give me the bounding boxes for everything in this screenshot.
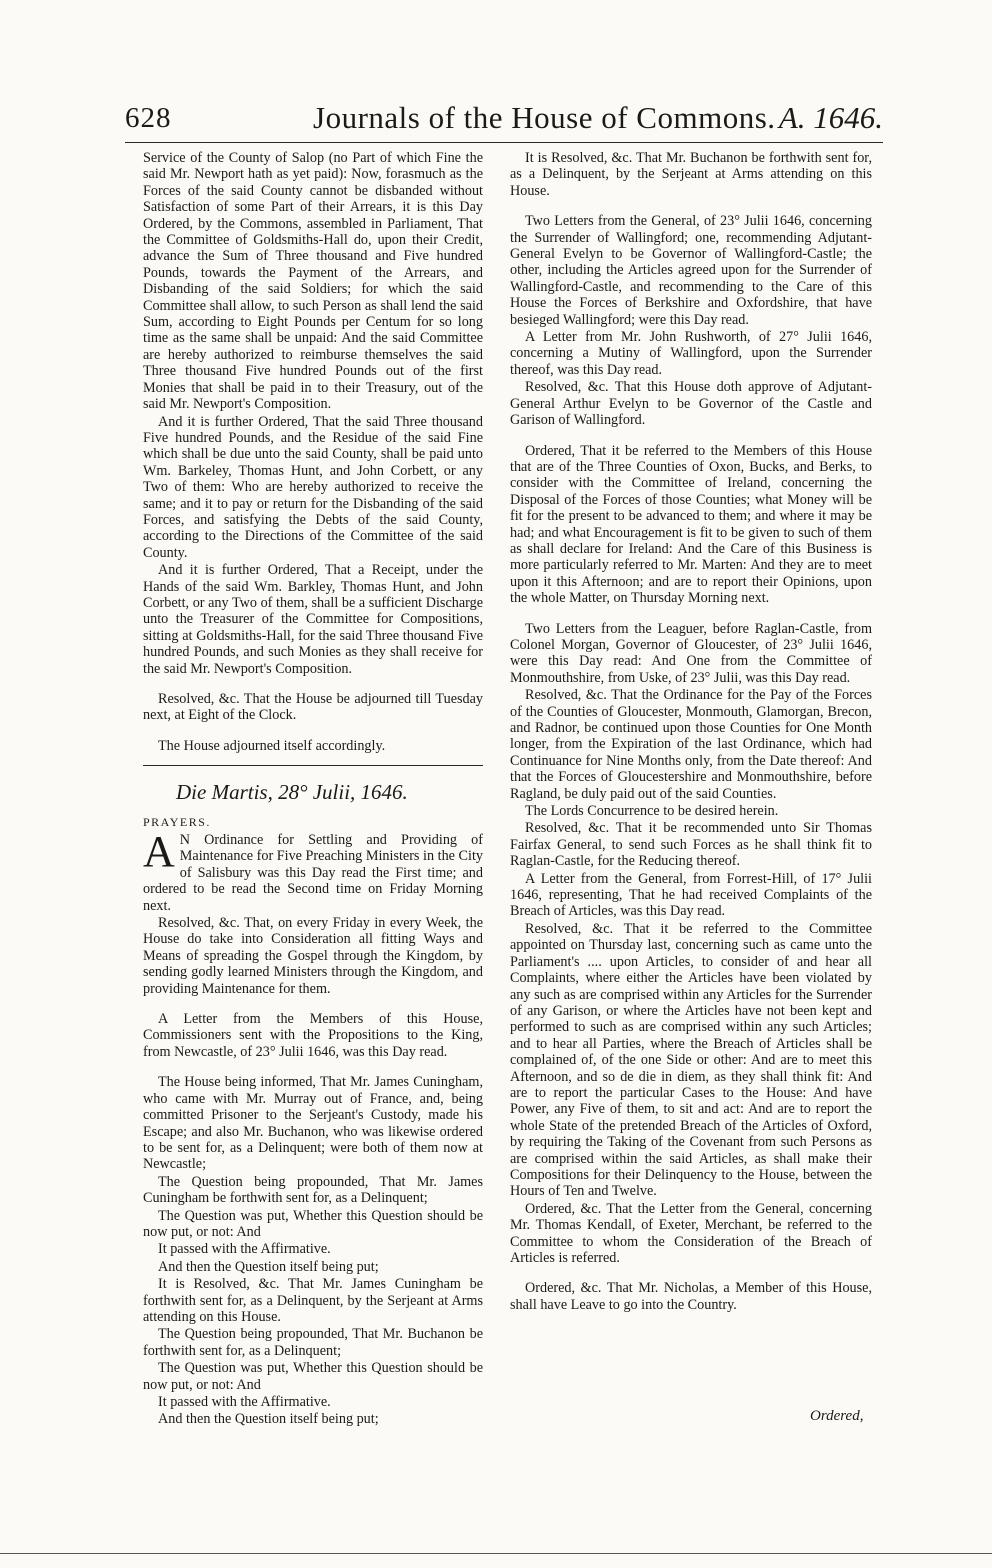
paragraph: The House adjourned itself accordingly.	[158, 737, 386, 754]
paragraph: Resolved, &c. That the House be adjourned till Tuesday next, at Eight of the Clock.	[143, 691, 483, 724]
paragraph: The Question being propounded, That Mr. Buchanon be forthwith sent for, as a Delinquent;	[143, 1326, 483, 1359]
left-column-lower	[143, 827, 483, 1429]
paragraph: Two Letters from the General, of 23° Julii 1646, concerning the Surrender of Wallingford; one, recommending Adjutant-General Evelyn to be Governor of Wallingford-Castle; the other, including the Articles agreed upon for the Surrender of Wallingford-Castle, and recommending to the Care of this House the Forces of Berkshire and Oxfordshire, that have besieged Wallingford; were this Day read.	[510, 213, 872, 328]
page-header	[125, 96, 883, 143]
running-title: Journals of the House of Commons.	[313, 100, 776, 135]
paragraph: Ordered, &c. That the Letter from the General, concerning Mr. Thomas Kendall, of Exeter, Merchant, be referred to the Committee to whom the Consideration of the Breach of Articles is referred.	[510, 1200, 872, 1266]
drop-cap: A	[143, 827, 175, 876]
paragraph: Two Letters from the Leaguer, before Raglan-Castle, from Colonel Morgan, Governor of Gloucester, of 23° Julii 1646, were this Day read: And One from the Committee of Monmouthshire, from Uske, of 23° Julii, was this Day read.	[510, 620, 872, 686]
session-heading: Die Martis, 28° Julii, 1646.	[176, 780, 408, 804]
paragraph: It passed with the Affirmative.	[158, 1241, 331, 1258]
left-column-upper	[143, 150, 483, 755]
paragraph: Resolved, &c. That, on every Friday in every Week, the House do take into Consideration all fitting Ways and Means of spreading the Gospel through the Kingdom, by sending godly learned Ministers through the Kingdom, and providing Maintenance for them.	[143, 915, 483, 997]
paragraph	[143, 827, 483, 914]
paragraph: Resolved, &c. That this House doth approve of Adjutant-General Arthur Evelyn to be Governor of the Castle and Garison of Wallingford.	[510, 379, 872, 429]
paragraph: A Letter from Mr. John Rushworth, of 27° Julii 1646, concerning a Mutiny of Wallingford, upon the Surrender thereof, was this Day read.	[510, 329, 872, 378]
section-divider	[143, 765, 483, 766]
paragraph: The Question was put, Whether this Question should be now put, or not: And	[143, 1207, 483, 1240]
paragraph: Service of the County of Salop (no Part of which Fine the said Mr. Newport hath as yet paid): Now, forasmuch as the Forces of the said County cannot be disbanded without Satisfaction of some Part of their Arrears, it is this Day Ordered, by the Commons, assembled in Parliament, That the Committee of Goldsmiths-Hall do, upon their Credit, advance the Sum of Three thousand and Five hundred Pounds, towards the Payment of the Arrears, and Disbanding of the said Soldiers; for which the said Committee shall allow, to such Person as shall lend the said Sum, according to Eight Pounds per Centum for so long time as the same shall be unpaid: And the said Committee are hereby authorized to reimburse themselves the said Three thousand Five hundred Pounds out of the first Monies that shall be paid in to their Treasury, out of the said Mr. Newport's Composition.	[143, 150, 483, 413]
prayers-label: PRAYERS.	[143, 815, 211, 829]
paragraph: The Lords Concurrence to be desired herein.	[525, 803, 779, 820]
paragraph-text: N Ordinance for Settling and Providing of Maintenance for Five Preaching Ministers in the City of Salisbury was this Day read the First time; and ordered to be read the Second time on Friday Morning next.	[143, 832, 483, 914]
paragraph: And it is further Ordered, That the said Three thousand Five hundred Pounds, and the Residue of the said Fine which shall be due unto the said County, shall be paid unto Wm. Barkeley, Thomas Hunt, and John Corbett, or any Two of them: Who are hereby authorized to receive the same; and it to pay or return for the Disbanding of the said Forces, and satisfying the Debts of the said County, according to the Directions of the Committee of the said County.	[143, 413, 483, 561]
page-number: 628	[125, 102, 172, 134]
paragraph: And then the Question itself being put;	[158, 1411, 379, 1428]
paragraph: The House being informed, That Mr. James Cuningham, who came with Mr. Murray out of France, and, being committed Prisoner to the Serjeant's Custody, made his Escape; and also Mr. Buchanon, who was likewise ordered to be sent for, as a Delinquent; were both of them now at Newcastle;	[143, 1074, 483, 1173]
running-year: A. 1646.	[778, 100, 883, 135]
right-column	[510, 150, 872, 1314]
paragraph: Resolved, &c. That it be recommended unto Sir Thomas Fairfax General, to send such Forces as he shall think fit to Raglan-Castle, for the Reducing thereof.	[510, 820, 872, 870]
paragraph: And then the Question itself being put;	[158, 1258, 379, 1275]
paragraph: A Letter from the General, from Forrest-Hill, of 17° Julii 1646, representing, That he had received Complaints of the Breach of Articles, was this Day read.	[510, 870, 872, 920]
paragraph: It is Resolved, &c. That Mr. James Cuningham be forthwith sent for, as a Delinquent, by the Serjeant at Arms attending on this House.	[143, 1276, 483, 1325]
paragraph: A Letter from the Members of this House, Commissioners sent with the Propositions to the King, from Newcastle, of 23° Julii 1646, was this Day read.	[143, 1011, 483, 1060]
paragraph: Resolved, &c. That it be referred to the Committee appointed on Thursday last, concerning such as came unto the Parliament's .... upon Articles, to consider of and hear all Complaints, where either the Articles have been violated by any such as are comprised within any Articles for the Surrender of any Garison, or where the Articles have not been kept and performed to such as are comprised within any such Articles; and to hear all Parties, where the Breach of Articles shall be complained of, of the one Side or other: And are to meet this Afternoon, and so de die in diem, as they shall think fit: And are to report the particular Cases to the House: And have Power, any Five of them, to sit and act: And are to report the whole State of the pretended Breach of the Articles of Oxford, by requiring the Taking of the Covenant from such Persons as are comprised within the said Articles, as shall make their Compositions for their Delinquency to the House, between the Hours of Ten and Twelve.	[510, 920, 872, 1200]
paragraph: It is Resolved, &c. That Mr. Buchanon be forthwith sent for, as a Delinquent, by the Serjeant at Arms attending on this House.	[510, 150, 872, 199]
paragraph: And it is further Ordered, That a Receipt, under the Hands of the said Wm. Barkley, Thomas Hunt, and John Corbett, or any Two of them, shall be a sufficient Discharge unto the Treasurer of the Committee for Compositions, sitting at Goldsmiths-Hall, for the said Three thousand Five hundred Pounds, and such Monies as they shall receive for the said Mr. Newport's Composition.	[143, 562, 483, 677]
catchword: Ordered,	[810, 1408, 864, 1424]
paragraph: Resolved, &c. That the Ordinance for the Pay of the Forces of the Counties of Gloucester, Monmouth, Glamorgan, Brecon, and Radnor, be continued upon those Counties for One Month longer, from the Expiration of the last Ordinance, which had Continuance for Nine Months only, from the Date thereof: And that the Forces of Gloucestershire and Monmouthshire, before Ragland, be duly paid out of the said Counties.	[510, 687, 872, 802]
paragraph: The Question being propounded, That Mr. James Cuningham be forthwith sent for, as a Delinquent;	[143, 1173, 483, 1207]
paragraph: Ordered, That it be referred to the Members of this House that are of the Three Counties of Oxon, Bucks, and Berks, to consider with the Committee of Ireland, concerning the Disposal of the Forces of those Counties; what Money will be fit for the present to be advanced to them; and where it may be had; and what Encouragement is fit to be given to such of them as shall declare for Ireland: And the Care of this Business is more particularly referred to Mr. Marten: And they are to meet upon it this Afternoon; and are to report their Opinions, upon the whole Matter, on Thursday Morning next.	[510, 442, 872, 607]
paragraph: Ordered, &c. That Mr. Nicholas, a Member of this House, shall have Leave to go into the Country.	[510, 1280, 872, 1313]
paragraph: It passed with the Affirmative.	[158, 1394, 331, 1410]
paragraph: The Question was put, Whether this Question should be now put, or not: And	[143, 1360, 483, 1393]
page-edge-line	[0, 1553, 992, 1554]
